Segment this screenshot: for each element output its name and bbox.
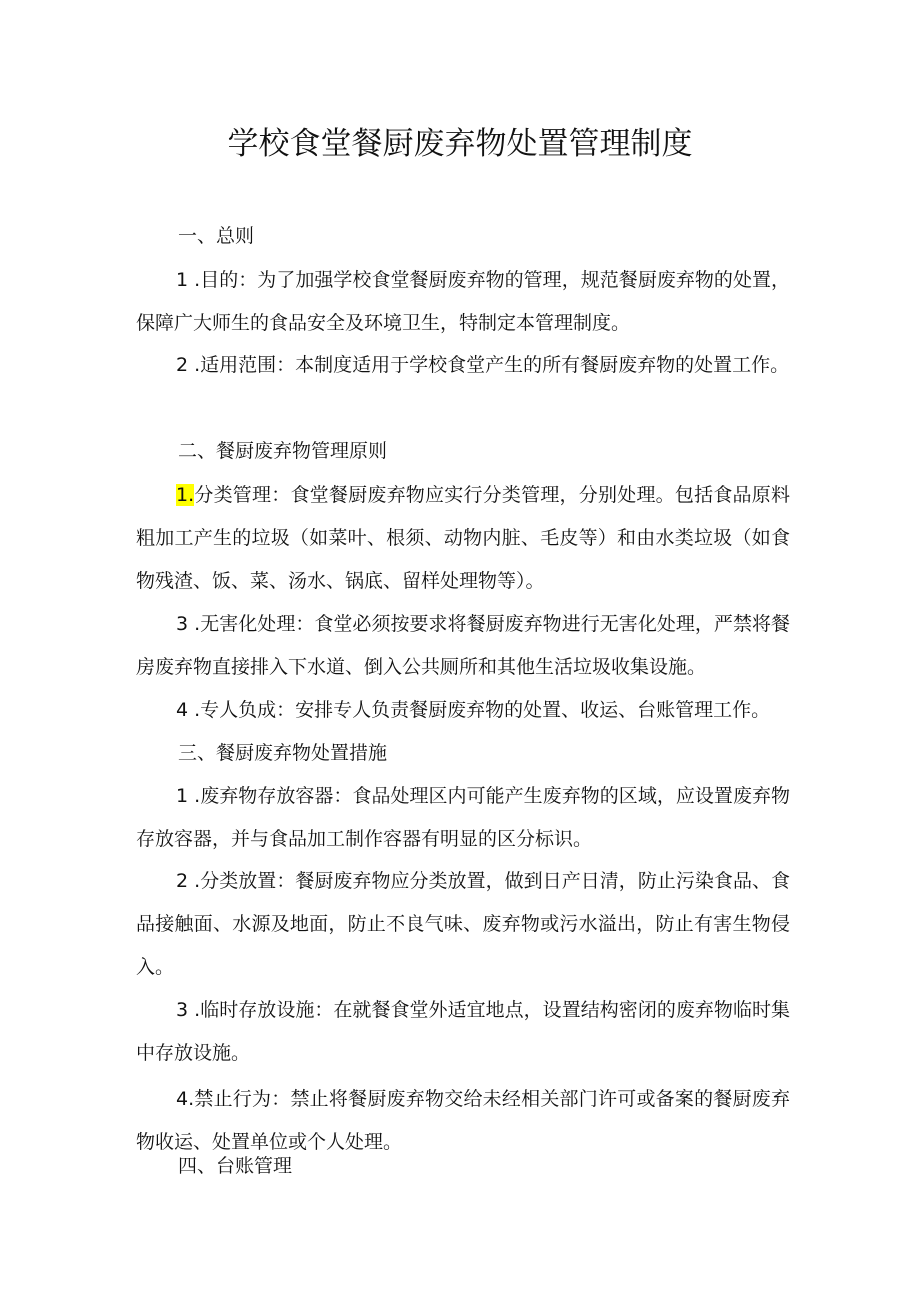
document-title: 学校食堂餐厨废弃物处置管理制度 bbox=[227, 126, 693, 162]
section-heading-principles: 二、餐厨废弃物管理原则 bbox=[178, 440, 388, 462]
paragraph-classification bbox=[136, 474, 790, 603]
paragraph-storage-containers: 1 .废弃物存放容器：食品处理区内可能产生废弃物的区域，应设置废弃物存放容器，并与食品加工制作容器有明显的区分标识。 bbox=[136, 785, 790, 850]
section-heading-general: 一、总则 bbox=[178, 225, 255, 247]
paragraph-scope: 2 .适用范围：本制度适用于学校食堂产生的所有餐厨废弃物的处置工作。 bbox=[176, 354, 790, 376]
paragraph-purpose: 1 .目的：为了加强学校食堂餐厨废弃物的管理，规范餐厨废弃物的处置，保障广大师生的食品安全及环境卫生，特制定本管理制度。 bbox=[136, 269, 790, 334]
section-heading-measures: 三、餐厨废弃物处置措施 bbox=[178, 742, 388, 764]
paragraph-classification-text: 分类管理：食堂餐厨废弃物应实行分类管理，分别处理。包括食品原料粗加工产生的垃圾（如菜叶、根须、动物内脏、毛皮等）和由水类垃圾（如食物残渣、饭、菜、汤水、锅底、留样处理物等）。 bbox=[136, 484, 790, 592]
paragraph-sorted-placement: 2 .分类放置：餐厨废弃物应分类放置，做到日产日清，防止污染食品、食品接触面、水源及地面，防止不良气味、废弃物或污水溢出，防止有害生物侵入。 bbox=[136, 870, 790, 978]
paragraph-dedicated-staff: 4 .专人负成：安排专人负责餐厨废弃物的处置、收运、台账管理工作。 bbox=[176, 699, 771, 721]
paragraph-prohibited-acts: 4.禁止行为：禁止将餐厨废弃物交给未经相关部门许可或备案的餐厨废弃物收运、处置单位或个人处理。 bbox=[136, 1088, 790, 1153]
highlight-marker: 1. bbox=[176, 484, 195, 506]
paragraph-harmless-treatment: 3 .无害化处理：食堂必须按要求将餐厨废弃物进行无害化处理，严禁将餐房废弃物直接排入下水道、倒入公共厕所和其他生活垃圾收集设施。 bbox=[136, 613, 790, 678]
paragraph-temporary-storage: 3 .临时存放设施：在就餐食堂外适宜地点，设置结构密闭的废弃物临时集中存放设施。 bbox=[136, 999, 790, 1064]
section-heading-ledger: 四、台账管理 bbox=[178, 1155, 293, 1177]
